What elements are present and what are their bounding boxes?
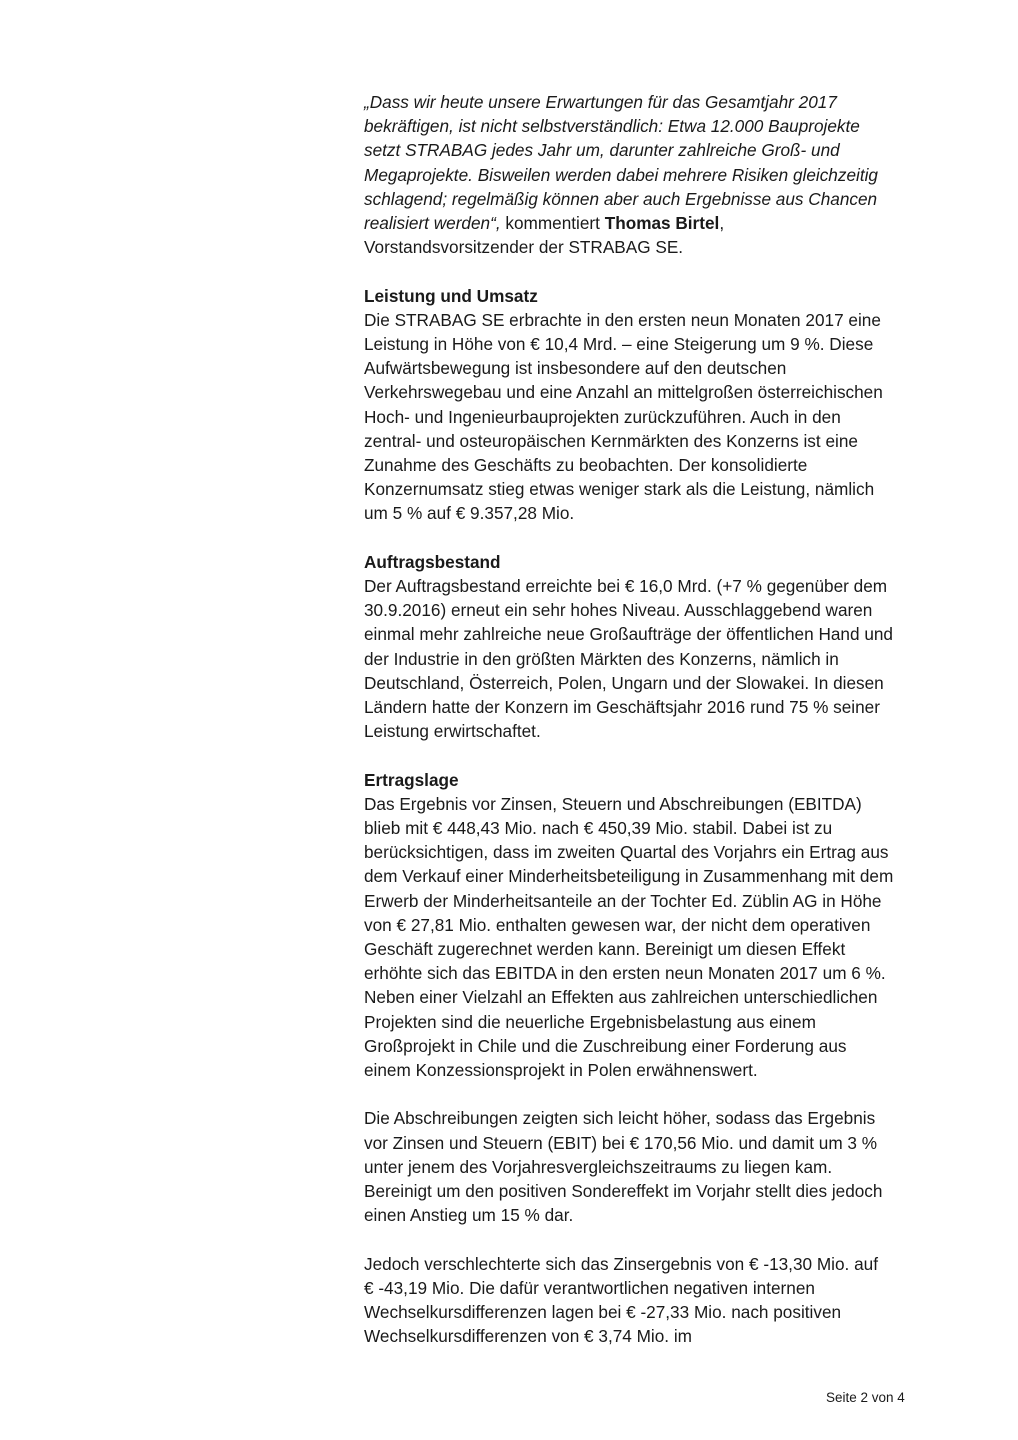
body-line: von € 27,81 Mio. enthalten gewesen war, der nicht dem operativen — [364, 914, 871, 935]
body-line: Der Auftragsbestand erreichte bei € 16,0 Mrd. (+7 % gegenüber dem — [364, 576, 888, 597]
body-line: dem Verkauf einer Minderheitsbeteiligung in Zusammenhang mit dem — [364, 866, 894, 887]
quote-line: „Dass wir heute unsere Erwartungen für das Gesamtjahr 2017 — [364, 92, 837, 112]
body-line: Leistung erwirtschaftet. — [364, 721, 541, 742]
body-line: Großprojekt in Chile und die Zuschreibung einer Forderung aus — [364, 1035, 847, 1056]
body-line: Verkehrswegebau und eine Anzahl an mittelgroßen österreichischen — [364, 382, 883, 403]
quote-attribution-line — [364, 211, 949, 235]
body-line: Neben einer Vielzahl an Effekten aus zahlreichen unterschiedlichen — [364, 987, 878, 1008]
body-line: Deutschland, Österreich, Polen, Ungarn und der Slowakei. In diesen — [364, 672, 884, 693]
section-heading: Auftragsbestand — [364, 551, 501, 572]
body-line: Leistung in Höhe von € 10,4 Mrd. – eine Steigerung um 9 %. Diese — [364, 334, 874, 355]
body-line: einen Anstieg um 15 % dar. — [364, 1205, 574, 1226]
body-line: einmal mehr zahlreiche neue Großaufträge der öffentlichen Hand und — [364, 624, 893, 645]
section-heading: Ertragslage — [364, 769, 459, 790]
quote-comment-verb: kommentiert — [500, 213, 605, 234]
page-number: Seite 2 von 4 — [826, 1390, 905, 1405]
section-leistung-umsatz — [364, 284, 949, 526]
body-line: einem Konzessionsprojekt in Polen erwähnenswert. — [364, 1060, 758, 1081]
body-line: unter jenem des Vorjahresvergleichszeitraums zu liegen kam. — [364, 1156, 833, 1177]
body-line: 30.9.2016) erneut ein sehr hohes Niveau. Ausschlaggebend waren — [364, 600, 873, 621]
body-line: blieb mit € 448,43 Mio. nach € 450,39 Mio. stabil. Dabei ist zu — [364, 818, 833, 839]
quote-end: realisiert werden“, — [364, 213, 501, 234]
body-line: Zunahme des Geschäfts zu beobachten. Der konsolidierte — [364, 455, 808, 476]
paragraph-zinsergebnis — [364, 1252, 949, 1349]
body-line: erhöhte sich das EBITDA in den ersten neun Monaten 2017 um 6 %. — [364, 963, 886, 984]
body-line: Jedoch verschlechterte sich das Zinsergebnis von € -13,30 Mio. auf — [364, 1253, 878, 1274]
section-heading: Leistung und Umsatz — [364, 285, 538, 306]
body-line: Aufwärtsbewegung ist insbesondere auf den deutschen — [364, 358, 787, 379]
body-line: Die Abschreibungen zeigten sich leicht höher, sodass das Ergebnis — [364, 1108, 876, 1129]
quote-line: setzt STRABAG jedes Jahr um, darunter zahlreiche Groß- und — [364, 140, 840, 161]
speaker-suffix: , — [719, 213, 725, 234]
body-line: Konzernumsatz stieg etwas weniger stark als die Leistung, nämlich — [364, 479, 875, 500]
body-line: der Industrie in den größten Märkten des Konzerns, nämlich in — [364, 648, 839, 669]
section-ertragslage — [364, 768, 949, 1083]
body-line: vor Zinsen und Steuern (EBIT) bei € 170,56 Mio. und damit um 3 % — [364, 1132, 878, 1153]
body-line: Projekten sind die neuerliche Ergebnisbelastung aus einem — [364, 1011, 816, 1032]
body-line: Geschäft zugerechnet werden kann. Bereinigt um diesen Effekt — [364, 939, 846, 960]
body-line: Wechselkursdifferenzen von € 3,74 Mio. im — [364, 1326, 692, 1347]
body-line: berücksichtigen, dass im zweiten Quartal des Vorjahrs ein Ertrag aus — [364, 842, 889, 863]
body-line: zentral- und osteuropäischen Kernmärkten des Konzerns ist eine — [364, 430, 858, 451]
quote-line: Megaprojekte. Bisweilen werden dabei mehrere Risiken gleichzeitig — [364, 164, 878, 185]
body-line: Hoch- und Ingenieurbauprojekten zurückzuführen. Auch in den — [364, 406, 841, 427]
speaker-title: Vorstandsvorsitzender der STRABAG SE. — [364, 237, 684, 258]
body-line: Ländern hatte der Konzern im Geschäftsjahr 2016 rund 75 % seiner — [364, 697, 880, 718]
speaker-name: Thomas Birtel — [604, 213, 720, 234]
body-line: Erwerb der Minderheitsanteile an der Tochter Ed. Züblin AG in Höhe — [364, 890, 882, 911]
quote-line: bekräftigen, ist nicht selbstverständlich: Etwa 12.000 Bauprojekte — [364, 116, 860, 137]
body-line: Das Ergebnis vor Zinsen, Steuern und Abschreibungen (EBITDA) — [364, 793, 862, 814]
body-line: um 5 % auf € 9.357,28 Mio. — [364, 503, 575, 524]
section-auftragsbestand — [364, 550, 949, 744]
body-line: Bereinigt um den positiven Sondereffekt im Vorjahr stellt dies jedoch — [364, 1181, 883, 1202]
body-line: Die STRABAG SE erbrachte in den ersten neun Monaten 2017 eine — [364, 309, 881, 330]
paragraph-abschreibungen — [364, 1106, 949, 1227]
body-line: € -43,19 Mio. Die dafür verantwortlichen negativen internen — [364, 1277, 815, 1298]
quote-paragraph — [364, 90, 949, 259]
quote-line: schlagend; regelmäßig können aber auch Ergebnisse aus Chancen — [364, 188, 878, 209]
document-body — [364, 90, 949, 1373]
body-line: Wechselkursdifferenzen lagen bei € -27,33 Mio. nach positiven — [364, 1302, 842, 1323]
